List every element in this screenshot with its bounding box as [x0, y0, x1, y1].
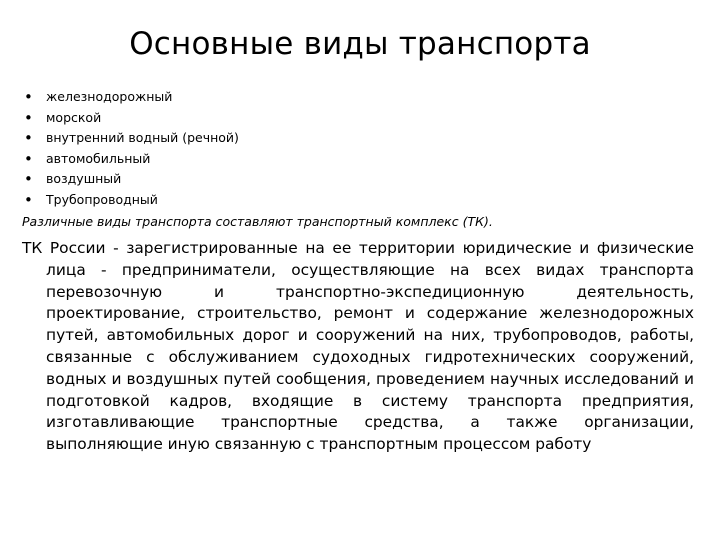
list-item: [22, 87, 702, 108]
list-item: [22, 169, 702, 190]
bullet-icon: •: [24, 190, 33, 209]
transport-complex-note: Различные виды транспорта составляют транспортный комплекс (ТК).: [22, 214, 493, 229]
bullet-icon: •: [24, 149, 33, 168]
list-item-text: морской: [46, 109, 102, 125]
bullet-icon: •: [24, 108, 33, 127]
list-item-text: железнодорожный: [46, 89, 173, 104]
bullet-icon: •: [24, 170, 33, 188]
definition-paragraph: ТК России - зарегистрированные на ее территории юридические и физические лица - предприниматели, осуществляющие на всех видах транспорта перевозочную и транспортно-экспедиционную деятельность, проектирование, строительство, ремонт и содержание железнодорожных путей, автомобильных дорог и сооружений на них, трубопроводов, работы, связанные с обслуживанием судоходных гидротехнических сооружений, водных и воздушных путей сообщения, проведением научных исследований и подготовкой кадров, входящие в систему транспорта предприятия, изготавливающие транспортные средства, а также организации, выполняющие иную связанную с транспортным процессом работу: [22, 239, 694, 454]
bullet-icon: •: [24, 129, 33, 147]
list-item: [22, 190, 702, 211]
list-item-text: воздушный: [46, 171, 122, 186]
list-item: [22, 128, 702, 149]
list-item-text: внутренний водный (речной): [46, 130, 239, 145]
list-item-text: автомобильный: [46, 150, 151, 166]
bullet-icon: •: [24, 88, 33, 106]
transport-types-list: [22, 87, 702, 210]
slide-title: Основные виды транспорта: [129, 26, 591, 62]
list-item: [22, 149, 702, 170]
list-item-text: Трубопроводный: [46, 191, 158, 207]
list-item: [22, 108, 702, 129]
